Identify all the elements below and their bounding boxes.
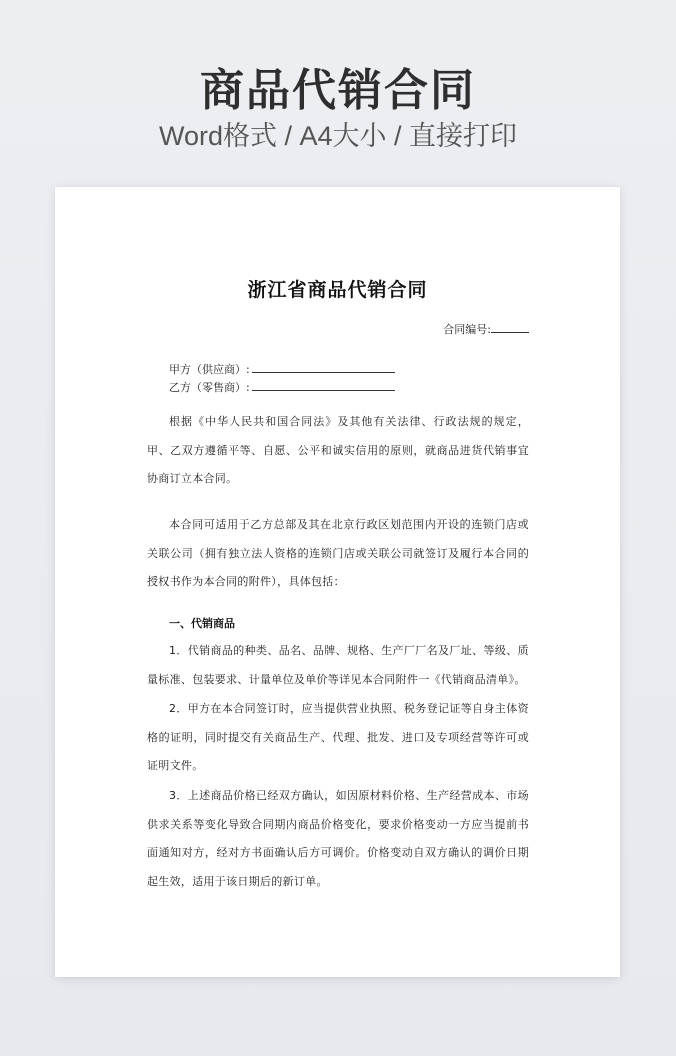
contract-number-line (443, 321, 529, 337)
clause-1: 1．代销商品的种类、品名、品牌、规格、生产厂厂名及厂址、等级、质量标准、包装要求、计量单位及单价等详见本合同附件一《代销商品清单》。 (147, 644, 529, 686)
banner-title: 商品代销合同 (200, 65, 476, 116)
document-page (55, 187, 620, 977)
section-heading: 一、代销商品 (169, 617, 235, 630)
scope-paragraph: 本合同可适用于乙方总部及其在北京行政区划范围内开设的连锁门店或关联公司（拥有独立法人资格的连锁门店或关联公司就签订及履行本合同的授权书作为本合同的附件），具体包括： (147, 518, 529, 588)
party-a-line (169, 361, 395, 377)
party-a-blank (252, 362, 395, 373)
preamble-paragraph: 根据《中华人民共和国合同法》及其他有关法律、行政法规的规定，甲、乙双方遵循平等、自愿、公平和诚实信用的原则，就商品进货代销事宜协商订立本合同。 (147, 415, 529, 485)
clause-2: 2．甲方在本合同签订时，应当提供营业执照、税务登记证等自身主体资格的证明，同时提交有关商品生产、代理、批发、进口及专项经营等许可或证明文件。 (147, 702, 529, 772)
party-b-line (169, 379, 395, 395)
banner (0, 62, 676, 154)
document-title: 浙江省商品代销合同 (247, 279, 428, 301)
contract-number-label: 合同编号: (443, 323, 491, 336)
banner-subtitle: Word格式 / A4大小 / 直接打印 (158, 121, 518, 151)
party-b-label: 乙方（零售商）: (169, 381, 250, 394)
contract-number-blank (491, 322, 529, 333)
party-a-label: 甲方（供应商）: (169, 363, 250, 376)
party-b-blank (252, 380, 395, 391)
clause-3: 3．上述商品价格已经双方确认，如因原材料价格、生产经营成本、市场供求关系等变化导致合同期内商品价格变化，要求价格变动一方应当提前书面通知对方，经对方书面确认后方可调价。价格变动自双方确认的调价日期起生效，适用于该日期后的新订单。 (147, 789, 529, 888)
